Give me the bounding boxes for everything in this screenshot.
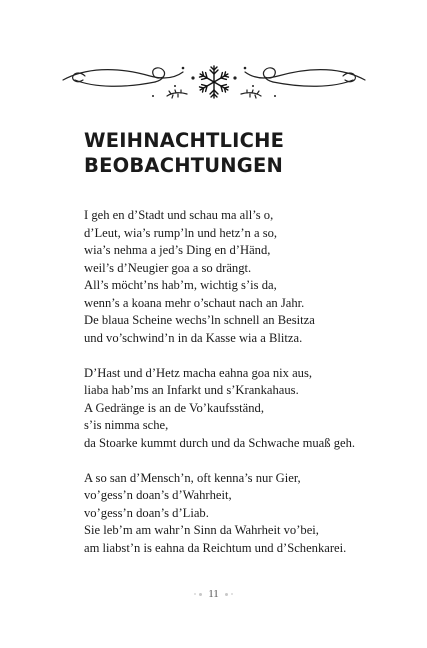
poem-title-line-1: WEIHNACHTLICHE [84,129,285,152]
poem-line: vo’gess’n doan’s d’Wahrheit, [84,488,232,502]
poem-title-line-2: BEOBACHTUNGEN [84,154,284,177]
poem-body [84,207,414,575]
stanza-1 [84,207,414,347]
footer-dot-icon [199,593,202,596]
stanza-3 [84,470,414,558]
poem-line: wia’s nehma a jed’s Ding en d’Händ, [84,243,271,257]
footer-dot-icon [231,593,233,595]
poem-line: s’is nimma sche, [84,418,169,432]
poem-line: weil’s d’Neugier goa a so drängt. [84,260,252,275]
poem-line: A so san d’Mensch’n, oft kenna’s nur Gier, [84,470,301,485]
poem-line: D’Hast und d’Hetz macha eahna goa nix aus, [84,365,313,380]
page-footer [0,587,427,601]
poem-line: wenn’s a koana mehr o’schaut nach an Jahr. [84,295,305,310]
snowflake-flourish-ornament-icon [55,58,373,106]
poem-title [84,128,284,178]
poem-line: liaba hab’ms an Infarkt und s’Krankahaus. [84,383,299,397]
poem-line: I geh en d’Stadt und schau ma all’s o, [84,208,274,222]
poem-line: A Gedränge is an de Vo’kaufsständ, [84,400,265,415]
poem-line: und vo’schwind’n in da Kasse wia a Blitza. [84,330,303,345]
poem-line: d’Leut, wia’s rump’ln und hetz’n a so, [84,225,278,240]
poem-line: Sie leb’m am wahr’n Sinn da Wahrheit vo’bei, [84,523,319,537]
poem-line: vo’gess’n doan’s d’Liab. [84,505,209,520]
poem-line: am liabst’n is eahna da Reichtum und d’Schenkarei. [84,540,347,555]
poem-line: da Stoarke kummt durch und da Schwache muaß geh. [84,435,356,450]
stanza-2 [84,365,414,453]
footer-dot-icon [194,593,196,595]
poem-line: All’s möcht’ns hab’m, wichtig s’is da, [84,278,277,292]
footer-dot-icon [225,593,228,596]
poem-line: De blaua Scheine wechs’ln schnell an Besitza [84,313,315,327]
page-number: 11 [208,588,219,600]
